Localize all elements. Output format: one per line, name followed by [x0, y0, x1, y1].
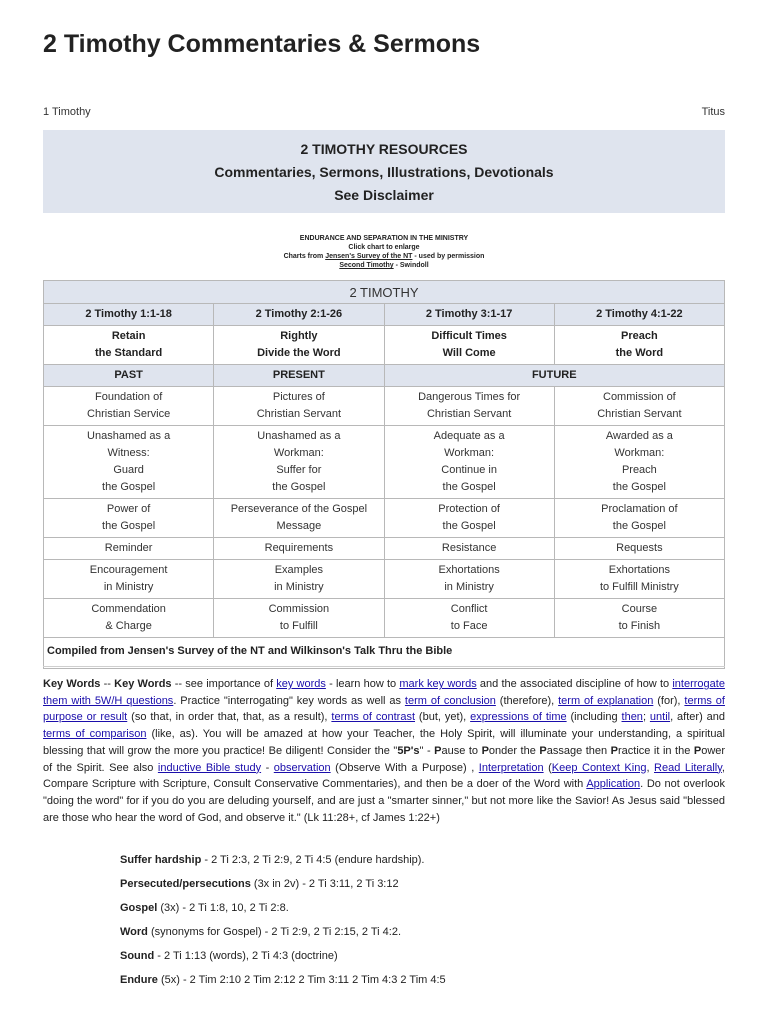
kw-text: ower of the Spirit. See also	[43, 744, 726, 774]
key-term-detail: - 2 Ti 2:3, 2 Ti 2:9, 2 Ti 4:5 (endure hardship).	[201, 854, 425, 866]
cell-line: in Ministry	[274, 581, 324, 593]
table-cell	[384, 538, 554, 560]
kw-text: onder the	[488, 744, 536, 757]
kw-text: ractice it in the	[618, 744, 691, 757]
table-row	[44, 599, 725, 638]
cell-line: Christian Servant	[597, 408, 682, 420]
cell-line: Difficult Times	[431, 330, 507, 342]
cell-line: Protection of	[438, 503, 500, 515]
cell-line: Christian Servant	[426, 408, 512, 420]
cell-line: Perseverance of the Gospel	[230, 503, 368, 515]
kw-text: . Practice "interrogating" key words as well as	[173, 694, 402, 707]
time-present: PRESENT	[214, 365, 384, 387]
cell-line: Resistance	[441, 542, 497, 554]
keep-context-king-link[interactable]: Keep Context King	[551, 761, 647, 774]
cell-line: Exhortations	[608, 564, 670, 576]
nav-next-link[interactable]: Titus	[701, 106, 725, 118]
jensen-survey-link[interactable]: Jensen's Survey of the NT	[325, 253, 413, 260]
kw-text: ;	[642, 711, 646, 724]
kw-text: - learn how to	[329, 678, 397, 690]
list-item	[120, 972, 720, 988]
cell-line: Message	[276, 520, 322, 532]
cell-line: to Fulfill Ministry	[599, 581, 679, 593]
p-letter: P	[481, 744, 489, 757]
cell-line: Awarded as a	[605, 430, 673, 442]
resources-banner	[43, 130, 725, 213]
chart-title: 2 TIMOTHY	[44, 281, 725, 304]
cell-line: Requests	[616, 542, 663, 554]
term-of-explanation-link[interactable]: term of explanation	[558, 694, 654, 707]
cell-line: Exhortations	[438, 564, 500, 576]
kw-text: ause to	[441, 744, 479, 757]
until-link[interactable]: until	[649, 711, 671, 724]
term-of-conclusion-link[interactable]: term of conclusion	[404, 694, 496, 707]
kw-text: ,	[646, 761, 650, 774]
cell-line: Christian Service	[87, 408, 171, 420]
cell-line: the Gospel	[102, 520, 156, 532]
kw-text: -- see importance of	[174, 678, 274, 690]
cell-line: Reminder	[104, 542, 153, 554]
kw-text: , Compare Scripture with Scripture, Consult Conservative Commentaries), and then be a doer of the Word with	[43, 761, 725, 791]
theme-row	[44, 326, 725, 365]
time-future: FUTURE	[384, 365, 725, 387]
list-item	[120, 852, 720, 868]
five-ps: 5P's	[397, 744, 420, 757]
cell-line: the Gospel	[272, 481, 326, 493]
kw-text: (Observe With a Purpose) ,	[335, 761, 475, 774]
key-term-detail: - 2 Ti 1:13 (words), 2 Ti 4:3 (doctrine)	[154, 950, 338, 962]
interpretation-link[interactable]: Interpretation	[478, 761, 544, 774]
cell-line: Commission	[268, 603, 330, 615]
table-row	[44, 560, 725, 599]
cell-line: Course	[621, 603, 658, 615]
kw-text: (including	[570, 711, 618, 724]
cell-line: Examples	[274, 564, 324, 576]
cell-line: Foundation of	[94, 391, 163, 403]
key-term-detail: (5x) - 2 Tim 2:10 2 Tim 2:12 2 Tim 3:11 2 Tim 4:3 2 Tim 4:5	[157, 974, 446, 986]
list-item	[120, 924, 720, 940]
terms-of-comparison-link[interactable]: terms of comparison	[43, 728, 147, 741]
p-letter: P	[610, 744, 619, 757]
p-letter: P	[693, 744, 702, 757]
table-cell	[554, 426, 724, 499]
table-row	[44, 499, 725, 538]
table-cell	[554, 538, 724, 560]
then-link[interactable]: then	[621, 711, 643, 724]
table-cell	[44, 499, 214, 538]
key-word-list	[120, 852, 720, 996]
key-words-label-2: Key Words	[114, 678, 172, 690]
list-item	[120, 900, 720, 916]
survey-chart[interactable]	[43, 280, 725, 669]
p-letter: P	[434, 744, 442, 757]
cell-line: to Face	[450, 620, 488, 632]
cell-line: Christian Servant	[256, 408, 342, 420]
table-cell	[384, 499, 554, 538]
terms-of-purpose-link[interactable]: terms of purpose or result	[43, 694, 725, 724]
kw-text: (	[548, 761, 552, 774]
table-cell	[214, 560, 384, 599]
table-cell	[384, 560, 554, 599]
read-literally-link[interactable]: Read Literally	[654, 761, 722, 774]
table-cell	[44, 387, 214, 426]
table-row	[44, 538, 725, 560]
cell-line: the Word	[615, 347, 664, 359]
table-cell	[384, 599, 554, 638]
cell-line: Proclamation of	[601, 503, 678, 515]
table-cell	[554, 387, 724, 426]
chart-caption	[43, 234, 725, 270]
kw-text: (therefore),	[499, 694, 555, 707]
chart-header: 2 Timothy 4:1-22	[554, 304, 724, 326]
time-row	[44, 365, 725, 387]
cell-line: Encouragement	[89, 564, 168, 576]
cell-line: & Charge	[105, 620, 152, 632]
cell-line: Retain	[111, 330, 146, 342]
time-past: PAST	[44, 365, 214, 387]
cell-line: Witness:	[107, 447, 150, 459]
caption-click: Click chart to enlarge	[348, 244, 420, 251]
key-term: Suffer hardship	[120, 854, 202, 866]
cell-line: Continue in	[441, 464, 497, 476]
cell-line: the Gospel	[612, 481, 666, 493]
cell-line: Adequate as a	[433, 430, 505, 442]
key-term-detail: (3x in 2v) - 2 Ti 3:11, 2 Ti 3:12	[250, 878, 399, 890]
table-row	[44, 387, 725, 426]
cell-line: Unashamed as a	[87, 430, 171, 442]
caption-charts-from: Charts from	[283, 253, 324, 260]
theme-cell	[44, 326, 214, 365]
cell-line: Workman:	[614, 447, 665, 459]
cell-line: Dangerous Times for	[418, 391, 521, 403]
table-cell	[554, 499, 724, 538]
kw-text: (so that, in order that, that, as a result),	[131, 711, 328, 724]
kw-text: and the associated discipline of how to	[479, 678, 670, 690]
divider	[43, 666, 725, 667]
table-cell	[214, 499, 384, 538]
cell-line: Power of	[106, 503, 151, 515]
table-cell	[554, 599, 724, 638]
table-row	[44, 426, 725, 499]
kw-text: assage then	[546, 744, 608, 757]
caption-title: ENDURANCE AND SEPARATION IN THE MINISTRY	[299, 235, 469, 242]
expressions-of-time-link[interactable]: expressions of time	[470, 711, 567, 724]
kw-text: . Do not overlook "doing the word" for if you do you are deluding yourself, and are just a "smarter sinner," but not more like the Savior! As Jesus said "blessed are those who hear the word of God, and observe it." (Lk 11:28+, cf James 1:22+)	[43, 778, 726, 824]
interrogate-link[interactable]: interrogate them with 5W/H questions	[43, 678, 725, 707]
cell-line: Rightly	[280, 330, 318, 342]
resources-subtitle: Commentaries, Sermons, Illustrations, Devotionals	[214, 164, 554, 180]
nav-prev-link[interactable]: 1 Timothy	[43, 106, 91, 118]
cell-line: Guard	[113, 464, 144, 476]
terms-of-contrast-link[interactable]: terms of contrast	[331, 711, 416, 724]
cell-line: to Fulfill	[279, 620, 318, 632]
kw-text: (but, yet),	[418, 711, 467, 724]
cell-line: Suffer for	[276, 464, 322, 476]
theme-cell	[214, 326, 384, 365]
key-term-detail: (synonyms for Gospel) - 2 Ti 2:9, 2 Ti 2:15, 2 Ti 4:2.	[147, 926, 402, 938]
key-term: Sound	[120, 950, 155, 962]
cell-line: Unashamed as a	[257, 430, 341, 442]
chart-header: 2 Timothy 3:1-17	[384, 304, 554, 326]
cell-line: the Standard	[95, 347, 163, 359]
key-words-label: Key Words	[43, 678, 101, 690]
key-term: Persecuted/persecutions	[120, 878, 251, 890]
key-words-paragraph: Key Words -- Key Words -- see importance of key words - learn how to mark key words and the associated discipline of how to interrogate them with 5W/H questions. Practice "interrogating" key words as well as term of conclusion (therefore), term of explanation (for), terms of purpose or result (so that, in order that, that, as a result), terms of contrast (but, yet), expressions of time (including then; until, after) and terms of comparison (like, as). You will be amazed at how your Teacher, the Holy Spirit, will illuminate your understanding, a spiritual blessing that will grow the more you practice! Be diligent! Consider the "5P's" - Pause to Ponder the Passage then Practice it in the Power of the Spirit. See also inductive Bible study - observation (Observe With a Purpose) , Interpretation (Keep Context King, Read Literally, Compare Scripture with Scripture, Consult Conservative Commentaries), and then be a doer of the Word with Application. Do not overlook "doing the word" for if you do you are deluding yourself, and are just a "smarter sinner," but not more like the Savior! As Jesus said "blessed are those who hear the word of God, and observe it." (Lk 11:28+, cf James 1:22+)	[43, 678, 726, 824]
p-letter: P	[539, 744, 547, 757]
disclaimer-link[interactable]: See Disclaimer	[334, 187, 434, 203]
table-cell	[44, 560, 214, 599]
cell-line: Will Come	[442, 347, 496, 359]
table-cell	[554, 560, 724, 599]
kw-text: (like, as). You will be amazed at how your Teacher, the Holy Spirit, will illuminate your understanding, a spiritual blessing that will grow the more you practice! Be diligent! Consider the "	[43, 728, 725, 757]
cell-line: Divide the Word	[257, 347, 341, 359]
application-link[interactable]: Application	[586, 778, 641, 791]
key-term: Endure	[120, 974, 158, 986]
cell-line: Pictures of	[272, 391, 325, 403]
mark-key-words-link[interactable]: mark key words	[399, 678, 477, 690]
chart-header: 2 Timothy 1:1-18	[44, 304, 214, 326]
key-words-link[interactable]: key words	[276, 678, 326, 690]
table-cell	[44, 538, 214, 560]
kw-text: , after) and	[670, 711, 725, 724]
cell-line: Workman:	[273, 447, 324, 459]
theme-cell	[384, 326, 554, 365]
cell-line: Requirements	[264, 542, 334, 554]
list-item	[120, 876, 720, 892]
cell-line: Commendation	[91, 603, 166, 615]
cell-line: the Gospel	[442, 481, 496, 493]
caption-swindoll: - Swindoll	[395, 262, 429, 269]
cell-line: Commission of	[603, 391, 676, 403]
key-term: Word	[120, 926, 148, 938]
table-cell	[384, 387, 554, 426]
chart-header: 2 Timothy 2:1-26	[214, 304, 384, 326]
table-cell	[214, 387, 384, 426]
table-cell	[214, 538, 384, 560]
list-item	[120, 948, 720, 964]
page-title: 2 Timothy Commentaries & Sermons	[43, 30, 481, 58]
chart-compiled-note: Compiled from Jensen's Survey of the NT and Wilkinson's Talk Thru the Bible	[44, 638, 725, 669]
cell-line: in Ministry	[103, 581, 154, 593]
table-cell	[214, 426, 384, 499]
table-cell	[44, 599, 214, 638]
key-term: Gospel	[120, 902, 158, 914]
table-cell	[384, 426, 554, 499]
table-cell	[44, 426, 214, 499]
key-term-detail: (3x) - 2 Ti 1:8, 10, 2 Ti 2:8.	[157, 902, 289, 914]
cell-line: in Ministry	[444, 581, 494, 593]
cell-line: the Gospel	[612, 520, 666, 532]
second-timothy-link[interactable]: Second Timothy	[339, 262, 394, 269]
kw-text: (for),	[657, 694, 681, 707]
inductive-bible-study-link[interactable]: inductive Bible study	[157, 761, 262, 774]
kw-text: -	[265, 761, 270, 774]
cell-line: Conflict	[450, 603, 488, 615]
cell-line: Preach	[621, 464, 657, 476]
cell-line: the Gospel	[102, 481, 156, 493]
cell-line: to Finish	[618, 620, 661, 632]
theme-cell	[554, 326, 724, 365]
cell-line: Preach	[621, 330, 658, 342]
table-cell	[214, 599, 384, 638]
cell-line: Workman:	[444, 447, 495, 459]
caption-permission: - used by permission	[414, 253, 485, 260]
resources-title: 2 TIMOTHY RESOURCES	[300, 141, 468, 157]
cell-line: the Gospel	[442, 520, 496, 532]
kw-text: " -	[419, 744, 431, 757]
observation-link[interactable]: observation	[273, 761, 331, 774]
